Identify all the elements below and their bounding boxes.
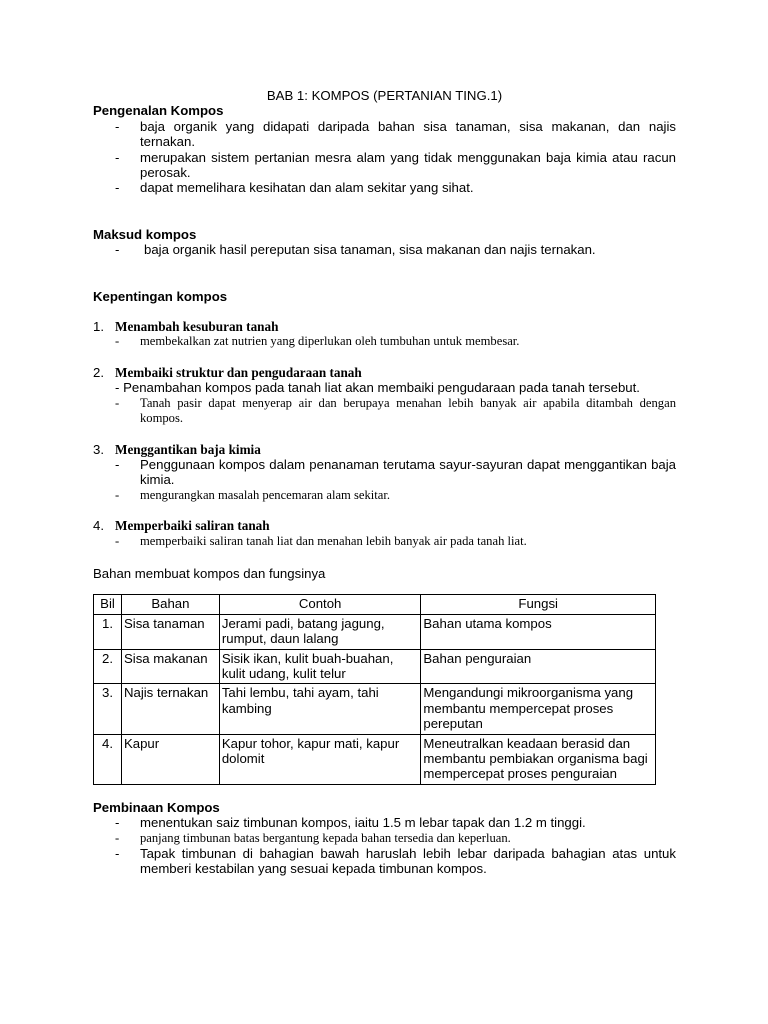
maksud-heading: Maksud kompos bbox=[93, 226, 197, 242]
point-2-list bbox=[93, 396, 676, 427]
document-page bbox=[93, 88, 676, 877]
list-item: - membekalkan zat nutrien yang diperlukan oleh tumbuhan untuk membesar. bbox=[115, 334, 520, 349]
table-cell: Bahan penguraian bbox=[421, 649, 656, 684]
list-item: - baja organik hasil pereputan sisa tanaman, sisa makanan dan najis ternakan. bbox=[115, 242, 596, 258]
column-header: Bahan bbox=[121, 595, 219, 614]
list-item: - merupakan sistem pertanian mesra alam yang tidak menggunakan baja kimia atau racun perosak. bbox=[115, 149, 676, 181]
table-cell: Kapur bbox=[121, 734, 219, 784]
table-row bbox=[94, 649, 656, 684]
point-3-list bbox=[93, 457, 676, 503]
table-cell: Kapur tohor, kapur mati, kapur dolomit bbox=[219, 734, 421, 784]
table-cell: Mengandungi mikroorganisma yang membantu mempercepat proses pereputan bbox=[421, 684, 656, 734]
table-cell: Najis ternakan bbox=[121, 684, 219, 734]
table-row bbox=[94, 734, 656, 784]
table-cell: Sisa tanaman bbox=[121, 614, 219, 649]
point-2-lead: - Penambahan kompos pada tanah liat akan membaiki pengudaraan pada tanah tersebut. bbox=[115, 380, 640, 396]
list-item: - dapat memelihara kesihatan dan alam sekitar yang sihat. bbox=[115, 180, 474, 196]
table-row bbox=[94, 614, 656, 649]
maksud-list bbox=[93, 242, 676, 257]
list-item: - Penggunaan kompos dalam penanaman terutama sayur-sayuran dapat menggantikan baja kimia. bbox=[115, 456, 676, 488]
pembinaan-list bbox=[93, 815, 676, 877]
point-3-title: 3. Menggantikan baja kimia bbox=[93, 441, 261, 457]
document-title: BAB 1: KOMPOS (PERTANIAN TING.1) bbox=[266, 88, 503, 103]
list-item: - Tanah pasir dapat menyerap air dan berupaya menahan lebih banyak air apabila ditambah dengan kompos. bbox=[115, 395, 676, 426]
table-cell: 4. bbox=[94, 734, 122, 784]
column-header: Fungsi bbox=[421, 595, 656, 614]
table-cell: 3. bbox=[94, 684, 122, 734]
list-item: - baja organik yang didapati daripada bahan sisa tanaman, sisa makanan, dan najis ternakan. bbox=[115, 118, 676, 150]
bahan-table bbox=[93, 594, 656, 784]
kepentingan-heading: Kepentingan kompos bbox=[93, 288, 228, 304]
table-cell: 2. bbox=[94, 649, 122, 684]
table-cell: Sisik ikan, kulit buah-buahan, kulit udang, kulit telur bbox=[219, 649, 421, 684]
pembinaan-heading: Pembinaan Kompos bbox=[93, 799, 220, 815]
column-header: Contoh bbox=[219, 595, 421, 614]
table-cell: Bahan utama kompos bbox=[421, 614, 656, 649]
table-cell: 1. bbox=[94, 614, 122, 649]
bahan-heading: Bahan membuat kompos dan fungsinya bbox=[93, 565, 326, 581]
list-item: - mengurangkan masalah pencemaran alam sekitar. bbox=[115, 487, 391, 502]
list-item: - panjang timbunan batas bergantung kepada bahan tersedia dan keperluan. bbox=[115, 830, 511, 845]
point-4-title: 4. Memperbaiki saliran tanah bbox=[93, 518, 270, 534]
list-item: - menentukan saiz timbunan kompos, iaitu 1.5 m lebar tapak dan 1.2 m tinggi. bbox=[115, 815, 586, 831]
point-2-title: 2. Membaiki struktur dan pengudaraan tanah bbox=[93, 364, 362, 380]
table-row bbox=[94, 684, 656, 734]
pengenalan-heading: Pengenalan Kompos bbox=[93, 103, 224, 119]
point-4-list bbox=[93, 534, 676, 549]
table-cell: Jerami padi, batang jagung, rumput, daun lalang bbox=[219, 614, 421, 649]
list-item: - Tapak timbunan di bahagian bawah haruslah lebih lebar daripada bahagian atas untuk memberi kestabilan yang sesuai kepada timbunan kompos. bbox=[115, 846, 676, 877]
table-cell: Sisa makanan bbox=[121, 649, 219, 684]
table-header-row bbox=[94, 595, 656, 614]
point-1-list bbox=[93, 334, 676, 349]
point-1-title: 1. Menambah kesuburan tanah bbox=[93, 319, 279, 335]
table-cell: Tahi lembu, tahi ayam, tahi kambing bbox=[219, 684, 421, 734]
column-header: Bil bbox=[94, 595, 122, 614]
table-cell: Meneutralkan keadaan berasid dan membantu pembiakan organisma bagi mempercepat proses penguraian bbox=[421, 734, 656, 784]
pengenalan-list bbox=[93, 119, 676, 196]
list-item: - memperbaiki saliran tanah liat dan menahan lebih banyak air pada tanah liat. bbox=[115, 533, 527, 548]
